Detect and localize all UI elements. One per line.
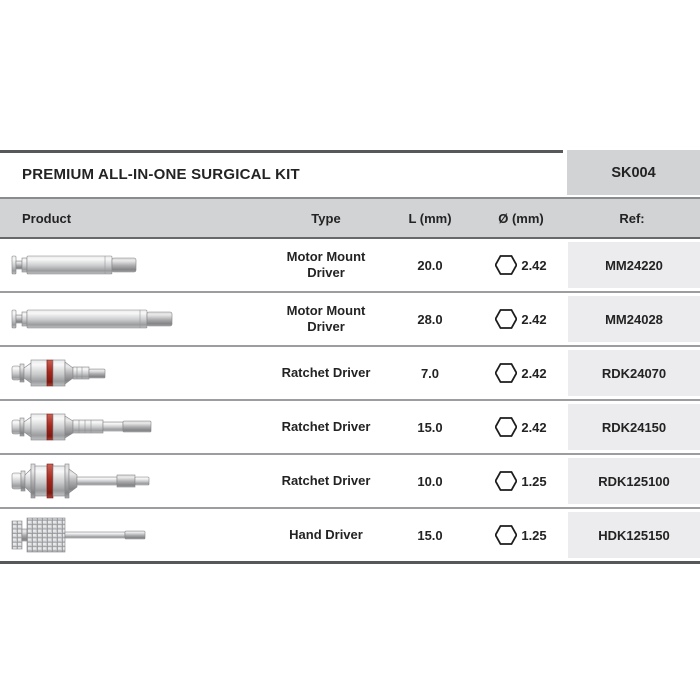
table-row [0, 347, 700, 401]
surgical-kit-table [0, 150, 700, 564]
product-cell [0, 455, 270, 507]
motor-mount-driver-20mm-image [7, 243, 177, 287]
ratchet-driver-15mm-image [7, 405, 177, 449]
diameter-cell [478, 239, 564, 291]
ref-cell: RDK24150 [568, 404, 700, 450]
ratchet-driver-10mm-image [7, 457, 177, 505]
table-row [0, 239, 700, 293]
hex-socket-icon [495, 525, 517, 545]
ref-cell-wrap [564, 455, 700, 507]
table-row [0, 455, 700, 509]
ref-cell-wrap [564, 401, 700, 453]
length-cell: 15.0 [417, 527, 443, 543]
table-row [0, 293, 700, 347]
ratchet-driver-7mm-image [7, 351, 177, 395]
diameter-value: 1.25 [521, 527, 547, 543]
ref-cell: MM24028 [568, 296, 700, 342]
diameter-value: 2.42 [521, 311, 547, 327]
length-cell: 28.0 [417, 311, 443, 327]
table-header-row [0, 197, 700, 239]
header-product: Product [22, 210, 72, 226]
diameter-cell [478, 401, 564, 453]
diameter-cell [478, 509, 564, 561]
product-cell [0, 347, 270, 399]
type-cell: Ratchet Driver [281, 364, 371, 380]
diameter-cell [478, 347, 564, 399]
diameter-cell [478, 293, 564, 345]
ref-cell-wrap [564, 293, 700, 345]
motor-mount-driver-28mm-image [7, 297, 177, 341]
type-cell: Motor Mount Driver [286, 302, 366, 334]
ref-cell-wrap [564, 347, 700, 399]
product-cell [0, 401, 270, 453]
length-cell: 15.0 [417, 419, 443, 435]
type-cell: Ratchet Driver [281, 472, 371, 488]
header-ref: Ref: [619, 210, 645, 226]
diameter-value: 1.25 [521, 473, 547, 489]
length-cell: 7.0 [420, 365, 440, 381]
type-cell: Hand Driver [289, 526, 363, 542]
product-cell [0, 293, 270, 345]
ref-cell: HDK125150 [568, 512, 700, 558]
hex-socket-icon [495, 363, 517, 383]
hex-socket-icon [495, 255, 517, 275]
diameter-value: 2.42 [521, 419, 547, 435]
red-oring [47, 414, 53, 440]
ref-cell-wrap [564, 239, 700, 291]
type-cell: Motor Mount Driver [286, 248, 366, 280]
ref-cell: RDK24070 [568, 350, 700, 396]
header-length: L (mm) [408, 210, 452, 226]
header-type: Type [311, 210, 341, 226]
red-oring [47, 464, 53, 498]
diameter-value: 2.42 [521, 365, 547, 381]
diameter-value: 2.42 [521, 257, 547, 273]
table-row [0, 509, 700, 564]
ref-cell: MM24220 [568, 242, 700, 288]
length-cell: 10.0 [417, 473, 443, 489]
length-cell: 20.0 [417, 257, 443, 273]
hex-socket-icon [495, 417, 517, 437]
hand-driver-15mm-image [7, 511, 177, 559]
ref-cell-wrap [564, 509, 700, 561]
product-cell [0, 239, 270, 291]
kit-ref-badge: SK004 [563, 150, 700, 195]
hex-socket-icon [495, 309, 517, 329]
product-cell [0, 509, 270, 561]
table-row [0, 401, 700, 455]
red-oring [47, 360, 53, 386]
hex-socket-icon [495, 471, 517, 491]
kit-title: PREMIUM ALL-IN-ONE SURGICAL KIT [0, 150, 563, 195]
ref-cell: RDK125100 [568, 458, 700, 504]
header-diameter: Ø (mm) [498, 210, 544, 226]
type-cell: Ratchet Driver [281, 418, 371, 434]
diameter-cell [478, 455, 564, 507]
kit-title-row [0, 150, 700, 195]
